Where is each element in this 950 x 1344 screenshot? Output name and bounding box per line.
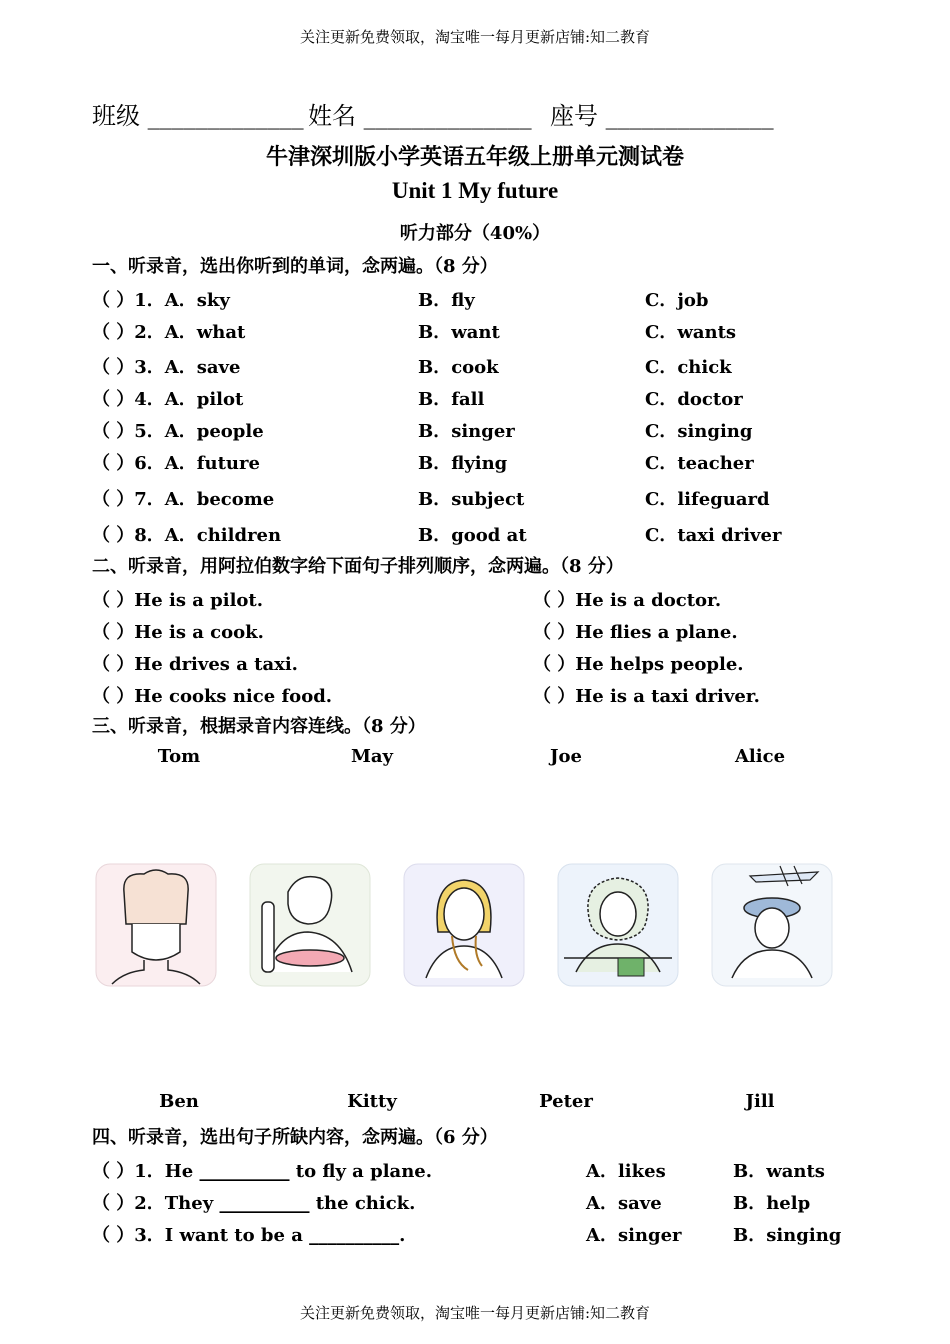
s2-left-4: （ ）He cooks nice food.	[92, 686, 333, 707]
class-field: 班级 _____________	[92, 102, 304, 130]
s1-q6-option-b: B．flying	[418, 453, 508, 474]
s1-q5-option-b: B．singer	[418, 421, 515, 442]
s1-q7-option-b: B．subject	[418, 489, 525, 510]
s1-q8-option-b: B．good at	[418, 525, 527, 546]
name-joe: Joe	[550, 746, 582, 767]
name-peter: Peter	[539, 1091, 593, 1112]
section3-heading: 三、听录音，根据录音内容连线。（8 分）	[92, 716, 426, 737]
s1-q4: （ ）4．A．pilot	[92, 389, 244, 410]
s2-left-1: （ ）He is a pilot.	[92, 590, 264, 611]
s4-q1-option-b: B．wants	[733, 1161, 825, 1182]
pilot-picture	[710, 862, 834, 988]
teacher-picture	[556, 862, 680, 988]
section4-heading: 四、听录音，选出句子所缺内容，念两遍。（6 分）	[92, 1127, 498, 1148]
name-kitty: Kitty	[347, 1091, 397, 1112]
s4-q3: （ ）3．I want to be a __________.	[92, 1225, 406, 1246]
s1-q4-option-c: C．doctor	[645, 389, 743, 410]
s1-q5-option-c: C．singing	[645, 421, 753, 442]
cook-picture	[94, 862, 218, 988]
s4-q2-option-b: B．help	[733, 1193, 811, 1214]
s1-q4-option-b: B．fall	[418, 389, 485, 410]
s1-q1: （ ）1．A．sky	[92, 290, 230, 311]
name-jill: Jill	[745, 1091, 775, 1112]
s1-q6-option-c: C．teacher	[645, 453, 754, 474]
s4-q3-option-a: A．singer	[586, 1225, 682, 1246]
s1-q2-option-c: C．wants	[645, 322, 737, 343]
page-title: 牛津深圳版小学英语五年级上册单元测试卷	[265, 144, 684, 170]
s1-q1-option-c: C．job	[645, 290, 709, 311]
name-alice: Alice	[734, 746, 786, 767]
name-may: May	[350, 746, 394, 767]
s2-right-2: （ ）He flies a plane.	[533, 622, 738, 643]
s1-q8: （ ）8．A．children	[92, 525, 282, 546]
seat-field: 座号 ______________	[550, 102, 774, 130]
s1-q5: （ ）5．A．people	[92, 421, 264, 442]
s1-q7: （ ）7．A．become	[92, 489, 275, 510]
s1-q7-option-c: C．lifeguard	[645, 489, 770, 510]
listening-part-label: 听力部分（40%）	[399, 223, 551, 244]
header-note: 关注更新免费领取，淘宝唯一每月更新店铺:知二教育	[299, 28, 651, 46]
s1-q6: （ ）6．A．future	[92, 453, 260, 474]
s1-q2-option-b: B．want	[418, 322, 500, 343]
s2-left-3: （ ）He drives a taxi.	[92, 654, 298, 675]
s1-q8-option-c: C．taxi driver	[645, 525, 782, 546]
section2-heading: 二、听录音，用阿拉伯数字给下面句子排列顺序，念两遍。（8 分）	[92, 556, 624, 577]
unit-title: Unit 1 My future	[391, 178, 559, 203]
s1-q1-option-b: B．fly	[418, 290, 475, 311]
s2-right-1: （ ）He is a doctor.	[533, 590, 722, 611]
s4-q1: （ ）1．He __________ to fly a plane.	[92, 1161, 433, 1182]
section1-heading: 一、听录音，选出你听到的单词，念两遍。（8 分）	[92, 256, 498, 277]
s4-q1-option-a: A．likes	[586, 1161, 666, 1182]
name-ben: Ben	[159, 1091, 199, 1112]
s2-right-3: （ ）He helps people.	[533, 654, 744, 675]
s1-q3: （ ）3．A．save	[92, 357, 241, 378]
footer-note: 关注更新免费领取，淘宝唯一每月更新店铺:知二教育	[299, 1304, 651, 1322]
s4-q2: （ ）2．They __________ the chick.	[92, 1193, 416, 1214]
name-field: 姓名 ______________	[308, 102, 532, 130]
name-tom: Tom	[157, 746, 201, 767]
s2-right-4: （ ）He is a taxi driver.	[533, 686, 760, 707]
doctor-picture	[402, 862, 526, 988]
s4-q2-option-a: A．save	[586, 1193, 662, 1214]
taxi-driver-picture	[248, 862, 372, 988]
s1-q3-option-b: B．cook	[418, 357, 499, 378]
s1-q3-option-c: C．chick	[645, 357, 732, 378]
s2-left-2: （ ）He is a cook.	[92, 622, 264, 643]
s4-q3-option-b: B．singing	[733, 1225, 842, 1246]
s1-q2: （ ）2．A．what	[92, 322, 246, 343]
